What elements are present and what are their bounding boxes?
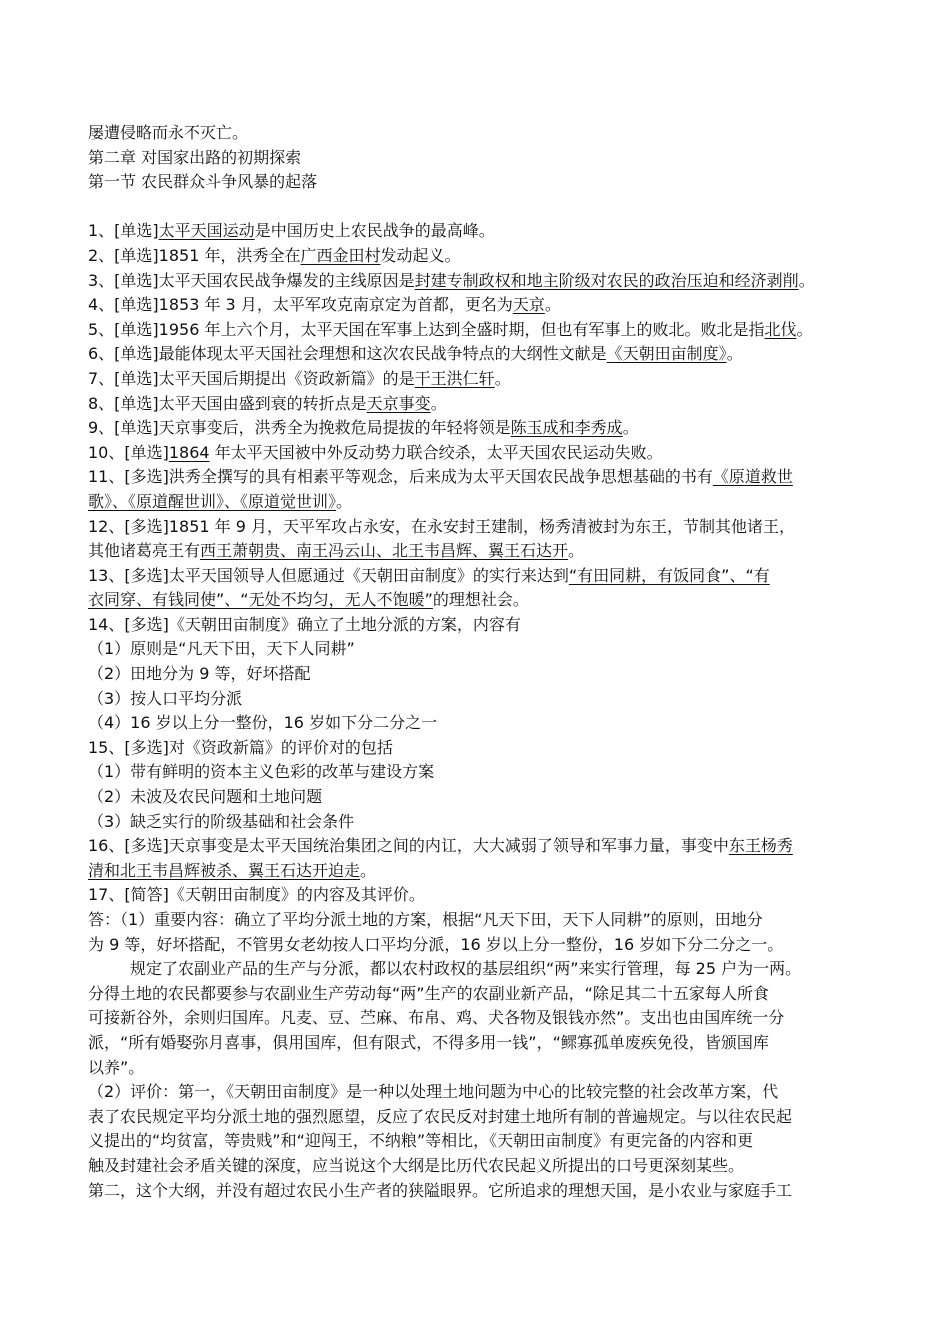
text-segment: 答：（1）重要内容：确立了平均分派土地的方案，根据“凡天下田，天下人同耕”的原则，田地分 [88, 910, 763, 929]
text-line [88, 859, 868, 884]
text-line [88, 293, 868, 318]
text-segment: 的理想社会。 [432, 590, 529, 610]
text-line [88, 662, 868, 687]
text-segment: 。 [726, 344, 743, 364]
text-segment: 7、[单选]太平天国后期提出《资政新篇》的是 [88, 368, 415, 388]
text-segment: 8、[单选]太平天国由盛到衰的转折点是 [88, 393, 367, 413]
text-line [88, 711, 868, 736]
text-line [88, 588, 868, 613]
text-segment: 。 [622, 418, 639, 438]
text-segment: 13、[多选]太平天国领导人但愿通过《天朝田亩制度》的实行来达到 [88, 565, 569, 585]
text-line [88, 1154, 868, 1179]
text-segment: 。 [360, 860, 377, 880]
text-line [88, 539, 868, 564]
text-segment: 10、[单选] [88, 442, 169, 462]
text-line [88, 736, 868, 761]
text-line [88, 244, 868, 269]
text-segment: 第二，这个大纲，并没有超过农民小生产者的狭隘眼界。它所追求的理想天国，是小农业与家庭手工 [88, 1180, 793, 1200]
text-segment: 15、[多选]对《资政新篇》的评价对的包括 [88, 737, 393, 757]
text-line [88, 342, 868, 367]
text-line [88, 810, 868, 835]
text-segment: 触及封建社会矛盾关键的深度，应当说这个大纲是比历代农民起义所提出的口号更深刻某些。 [88, 1155, 745, 1175]
text-line [88, 441, 868, 466]
text-segment: 11、[多选]洪秀全撰写的具有相素平等观念，后来成为太平天国农民战争思想基础的书有 [88, 467, 713, 487]
text-line [88, 760, 868, 785]
text-segment: 。 [430, 393, 447, 413]
text-line [88, 564, 868, 589]
text-segment: 6、[单选]最能体现太平天国社会理想和这次农民战争特点的大纲性文献是 [88, 344, 607, 364]
answer-text: 太平天国运动 [158, 221, 255, 241]
text-segment: 是中国历史上农民战争的最高峰。 [254, 221, 495, 241]
text-segment: 派，“所有婚娶弥月喜事，俱用国库，但有限式，不得多用一钱”，“鳏寡孤单废疾免役，皆颁国库 [88, 1032, 769, 1052]
text-segment: 17、[简答]《天朝田亩制度》的内容及其评价。 [88, 885, 425, 905]
section-heading: 第一节 农民群众斗争风暴的起落 [88, 172, 318, 192]
text-segment: （2）评价：第一，《天朝田亩制度》是一种以处理土地问题为中心的比较完整的社会改革方案，代 [88, 1082, 779, 1102]
text-line [88, 982, 868, 1007]
answer-text: 北伐 [764, 319, 797, 339]
text-segment: 义提出的“均贫富，等贵贱”和“迎闯王，不纳粮”等相比，《天朝田亩制度》有更完备的内容和更 [88, 1131, 754, 1151]
text-segment: 规定了农副业产品的生产与分派，都以农村政权的基层组织“两”来实行管理，每 25 户为一两。 [130, 959, 802, 979]
text-line [88, 637, 868, 662]
text-line [88, 219, 868, 244]
text-segment: 3、[单选]太平天国农民战争爆发的主线原因是 [88, 270, 415, 290]
answer-text: 东王杨秀 [728, 836, 793, 856]
answer-text: 干王洪仁轩 [414, 368, 495, 388]
text-segment: 表了农民规定平均分派土地的强烈愿望，反应了农民反对封建土地所有制的普遍规定。与以往农民起 [88, 1106, 793, 1126]
text-line [88, 1129, 868, 1154]
text-segment: 9、[单选]天京事变后，洪秀全为挽救危局提拔的年轻将领是 [88, 418, 511, 438]
answer-text: 1864 [168, 442, 210, 462]
text-segment: （4）16 岁以上分一整份，16 岁如下分二分之一 [88, 713, 438, 733]
text-line [88, 933, 868, 958]
text-line [88, 1105, 868, 1130]
text-segment: 以养”。 [88, 1057, 145, 1077]
answer-text: 西王萧朝贵、南王冯云山、北王韦昌辉、翼王石达开 [200, 541, 569, 561]
text-segment: 5、[单选]1956 年上六个月，太平天国在军事上达到全盛时期，但也有军事上的败北。败北是指 [88, 319, 765, 339]
text-segment: 。 [568, 541, 585, 561]
answer-text: 广西金田村 [300, 245, 381, 265]
answer-text: 封建专制政权和地主阶级对农民的政治压迫和经济剥削 [414, 270, 799, 290]
chapter-heading: 第二章 对国家出路的初期探索 [88, 147, 302, 167]
answer-text: “有田同耕，有饭同食”、“有 [568, 565, 770, 585]
text-line [88, 1080, 868, 1105]
answer-text: 清和北王韦昌辉被杀、翼王石达开迫走 [88, 860, 361, 880]
text-segment: 发动起义。 [380, 245, 461, 265]
text-segment: 16、[多选]天京事变是太平天国统治集团之间的内讧，大大减弱了领导和军事力量，事变中 [88, 836, 729, 856]
text-line [88, 834, 868, 859]
text-line [88, 269, 868, 294]
text-segment: （2）田地分为 9 等，好坏搭配 [88, 664, 311, 684]
answer-text: 陈玉成和李秀成 [510, 418, 623, 438]
text-line [88, 515, 868, 540]
text-segment: 。 [796, 319, 813, 339]
text-line [88, 1056, 868, 1081]
text-segment: 其他诸葛亮王有 [88, 541, 201, 561]
text-segment: （2）未波及农民问题和土地问题 [88, 787, 323, 807]
text-segment: 14、[多选]《天朝田亩制度》确立了土地分派的方案，内容有 [88, 614, 521, 634]
answer-text: 天京 [512, 295, 545, 315]
text-line [88, 367, 868, 392]
text-segment: 。 [494, 368, 511, 388]
text-segment: 。 [544, 295, 561, 315]
text-segment: （3）缺乏实行的阶级基础和社会条件 [88, 811, 355, 831]
text-segment: 可接新谷外，余则归国库。凡麦、豆、苎麻、布帛、鸡、犬各物及银钱亦然”。支出也由国库统一分 [88, 1008, 785, 1028]
answer-text: 《原道救世 [712, 467, 793, 487]
text-line [88, 465, 868, 490]
document-page [88, 121, 868, 1203]
text-line [88, 785, 868, 810]
text-segment: （1）带有鲜明的资本主义色彩的改革与建设方案 [88, 762, 435, 782]
text-segment: 为 9 等，好坏搭配，不管男女老幼按人口平均分派，16 岁以上分一整份，16 岁如下分二分之一。 [88, 934, 784, 954]
text-segment: （1）原则是“凡天下田，天下人同耕” [88, 639, 355, 659]
text-line [88, 392, 868, 417]
question-list [88, 219, 868, 1203]
text-line [88, 1031, 868, 1056]
text-line [88, 883, 868, 908]
header-line-continuation: 屡遭侵略而永不灭亡。 [88, 123, 249, 142]
text-segment: （3）按人口平均分派 [88, 688, 243, 708]
text-line [88, 1006, 868, 1031]
answer-text: 歌》、《原道醒世训》、《原道觉世训》 [88, 491, 337, 511]
answer-text: 衣同穿、有钱同使”、“无处不均匀，无人不饱暖” [88, 590, 433, 610]
text-line [88, 613, 868, 638]
text-segment: 1、[单选] [88, 221, 159, 241]
blank-spacer [88, 195, 868, 220]
text-segment: 4、[单选]1853 年 3 月，太平军攻克南京定为首都，更名为 [88, 295, 513, 315]
text-line [88, 908, 868, 933]
answer-text: 天京事变 [366, 393, 431, 413]
text-segment: 。 [336, 491, 353, 511]
text-segment: 2、[单选]1851 年，洪秀全在 [88, 245, 301, 265]
text-segment: 12、[多选]1851 年 9 月，天平军攻占永安，在永安封王建制，杨秀清被封为东王，节制其他诸王， [88, 516, 796, 536]
text-line [88, 416, 868, 441]
text-line [88, 687, 868, 712]
text-segment: 。 [798, 270, 815, 290]
answer-text: 《天朝田亩制度》 [606, 344, 727, 364]
text-line [88, 318, 868, 343]
text-line [88, 1179, 868, 1204]
text-segment: 年太平天国被中外反动势力联合绞杀，太平天国农民运动失败。 [209, 442, 663, 462]
text-segment: 分得土地的农民都要参与农副业生产劳动每“两”生产的农副业新产品，“除足其二十五家每人所食 [88, 983, 769, 1003]
text-line [88, 490, 868, 515]
text-line [88, 957, 868, 982]
